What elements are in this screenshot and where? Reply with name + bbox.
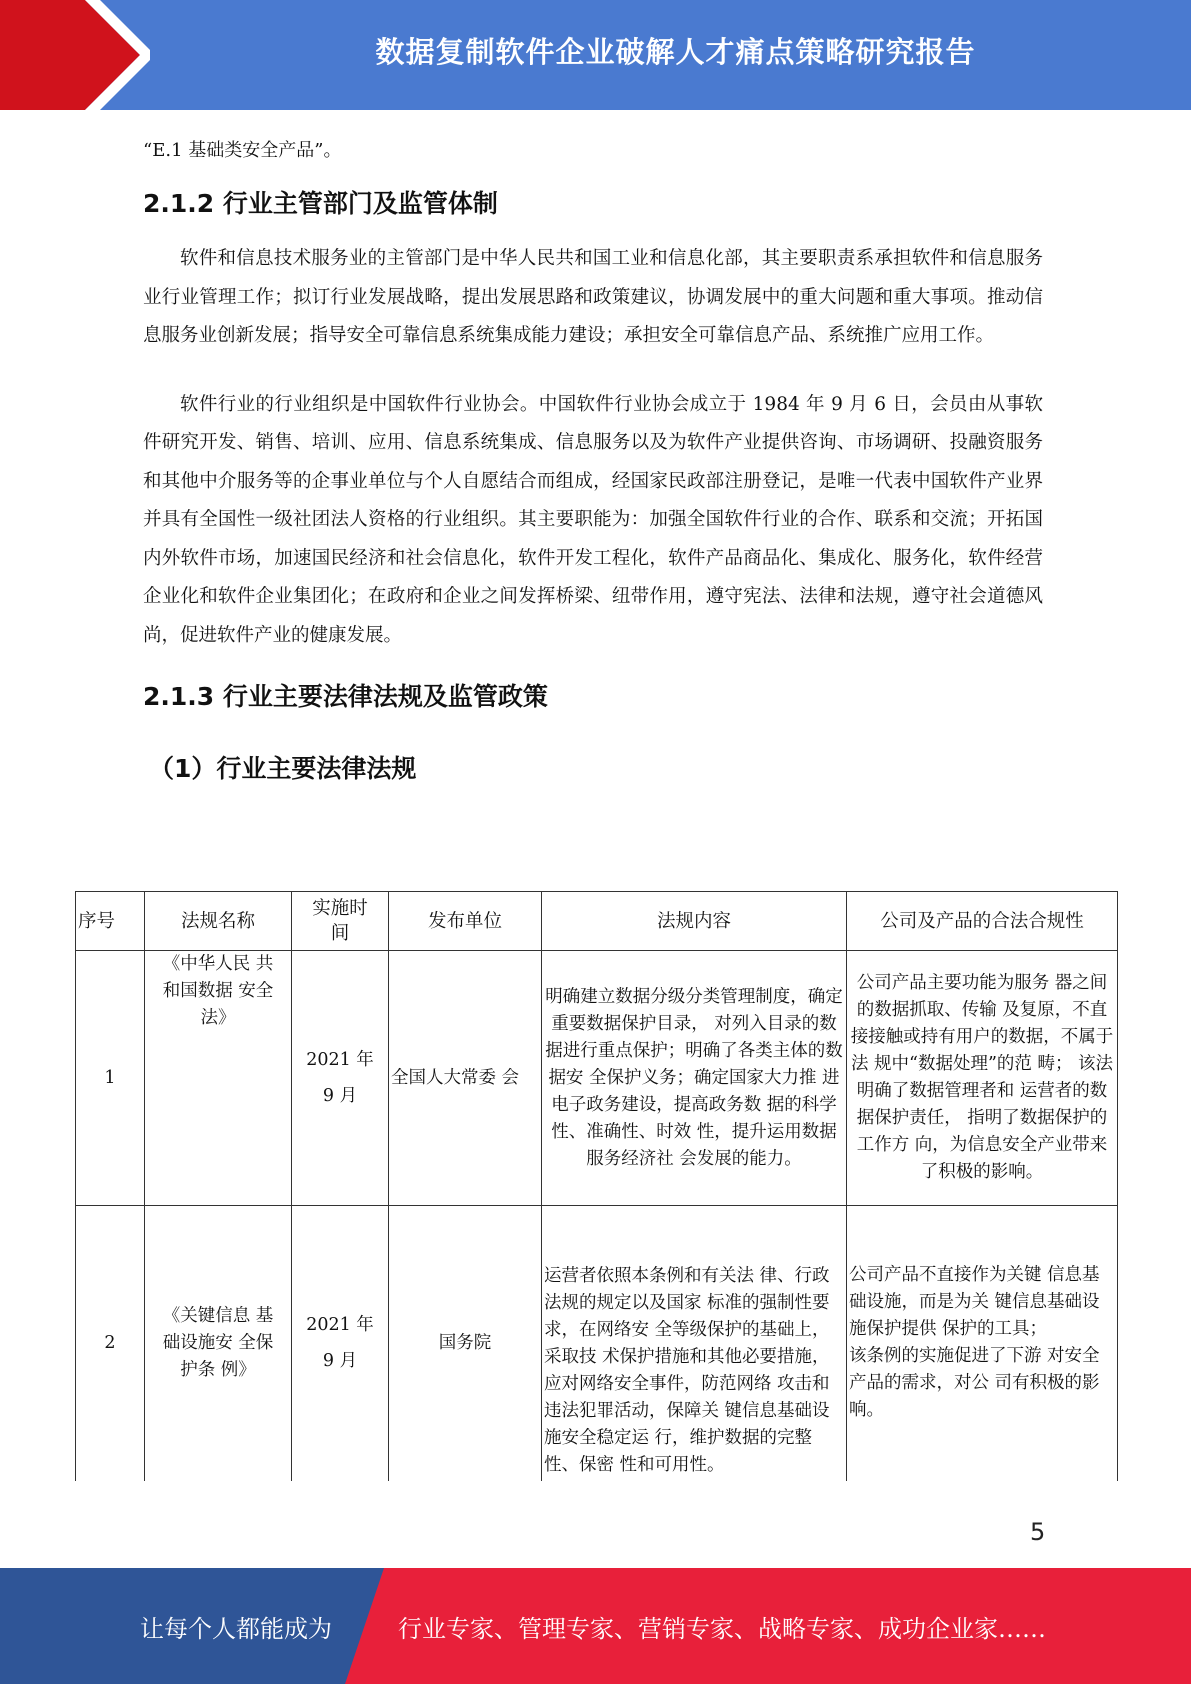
footer-banner — [0, 1568, 1191, 1684]
paragraph-regulator: 软件和信息技术服务业的主管部门是中华人民共和国工业和信息化部，其主要职责系承担软件和信息服务业行业管理工作；拟订行业发展战略，提出发展思路和政策建议，协调发展中的重大问题和重大事项。推动信息服务业创新发展；指导安全可靠信息系统集成能力建设；承担安全可靠信息产品、系统推广应用工作。 — [143, 248, 1043, 346]
section-heading-2-1-2: 2.1.2 行业主管部门及监管体制 — [143, 189, 498, 218]
table-header: 公司及产品的合法合规性 — [847, 892, 1118, 951]
table-row — [76, 951, 1118, 1206]
compliance-line: 公司产品不直接作为关键 信息基础设施，而是为关 键信息基础设施保护提供 保护的工具； — [849, 1265, 1100, 1340]
laws-table — [75, 891, 1118, 1481]
footer-slogan-right: 行业专家、管理专家、营销专家、战略专家、成功企业家…… — [398, 1614, 1046, 1643]
law-name: 《中华人民 共和国数据 安全法》 — [145, 951, 292, 1206]
footer-slogan-left: 让每个人都能成为 — [140, 1614, 332, 1643]
compliance — [847, 1206, 1118, 1481]
table-header: 实施时间 — [292, 892, 389, 951]
table-header: 法规名称 — [145, 892, 292, 951]
page-number: 5 — [1030, 1518, 1046, 1546]
effective-date: 2021 年 9 月 — [292, 1206, 389, 1481]
lead-line: “E.1 基础类安全产品”。 — [143, 140, 342, 161]
table-header: 法规内容 — [542, 892, 847, 951]
subheading-laws: （1）行业主要法律法规 — [149, 754, 417, 783]
header-banner — [0, 0, 1191, 110]
issuer: 全国人大常委 会 — [389, 951, 542, 1206]
law-content: 运营者依照本条例和有关法 律、行政法规的规定以及国家 标准的强制性要求，在网络安 全等级保护的基础上，采取技 术保护措施和其他必要措施， 应对网络安全事件，防范网络 攻击和违法犯罪活动，保障关 键信息基础设施安全稳定运 行，维护数据的完整性、保密 性和可用性。 — [542, 1206, 847, 1481]
header-title: 数据复制软件企业破解人才痛点策略研究报告 — [375, 34, 976, 69]
law-content: 明确建立数据分级分类管理制度，确定重要数据保护目录， 对列入目录的数据进行重点保护；明确了各类主体的数据安 全保护义务；确定国家大力推 进电子政务建设，提高政务数 据的科学性、准确性、时效 性，提升运用数据服务经济社 会发展的能力。 — [542, 951, 847, 1206]
compliance-line: 该条例的实施促进了下游 对安全产品的需求，对公 司有积极的影响。 — [849, 1346, 1100, 1421]
section-heading-2-1-3: 2.1.3 行业主要法律法规及监管政策 — [143, 682, 548, 711]
table-row — [76, 1206, 1118, 1481]
row-number: 2 — [76, 1206, 145, 1481]
table-header: 发布单位 — [389, 892, 542, 951]
compliance: 公司产品主要功能为服务 器之间的数据抓取、传输 及复原，不直接接触或持有用户的数据，不属于法 规中“数据处理”的范 畴； 该法明确了数据管理者和 运营者的数据保护责任， 指明了数据保护的工作方 向，为信息安全产业带来 了积极的影响。 — [847, 951, 1118, 1206]
main-content — [143, 120, 1043, 785]
row-number: 1 — [76, 951, 145, 1206]
paragraph-association: 软件行业的行业组织是中国软件行业协会。中国软件行业协会成立于 1984 年 9 月 6 日，会员由从事软件研究开发、销售、培训、应用、信息系统集成、信息服务以及为软件产业提供咨询、市场调研、投融资服务和其他中介服务等的企事业单位与个人自愿结合而组成，经国家民政部注册登记，是唯一代表中国软件产业界并具有全国性一级社团法人资格的行业组织。其主要职能为：加强全国软件行业的合作、联系和交流；开拓国内外软件市场，加速国民经济和社会信息化，软件开发工程化，软件产品商品化、集成化、服务化，软件经营企业化和软件企业集团化；在政府和企业之间发挥桥梁、纽带作用，遵守宪法、法律和法规，遵守社会道德风尚，促进软件产业的健康发展。 — [143, 393, 1043, 646]
header-red-arrow-icon — [0, 0, 150, 110]
table-header-row — [76, 892, 1118, 951]
effective-date: 2021 年 9 月 — [292, 951, 389, 1206]
table-header: 序号 — [76, 892, 145, 951]
issuer: 国务院 — [389, 1206, 542, 1481]
law-name: 《关键信息 基础设施安 全保护条 例》 — [145, 1206, 292, 1481]
